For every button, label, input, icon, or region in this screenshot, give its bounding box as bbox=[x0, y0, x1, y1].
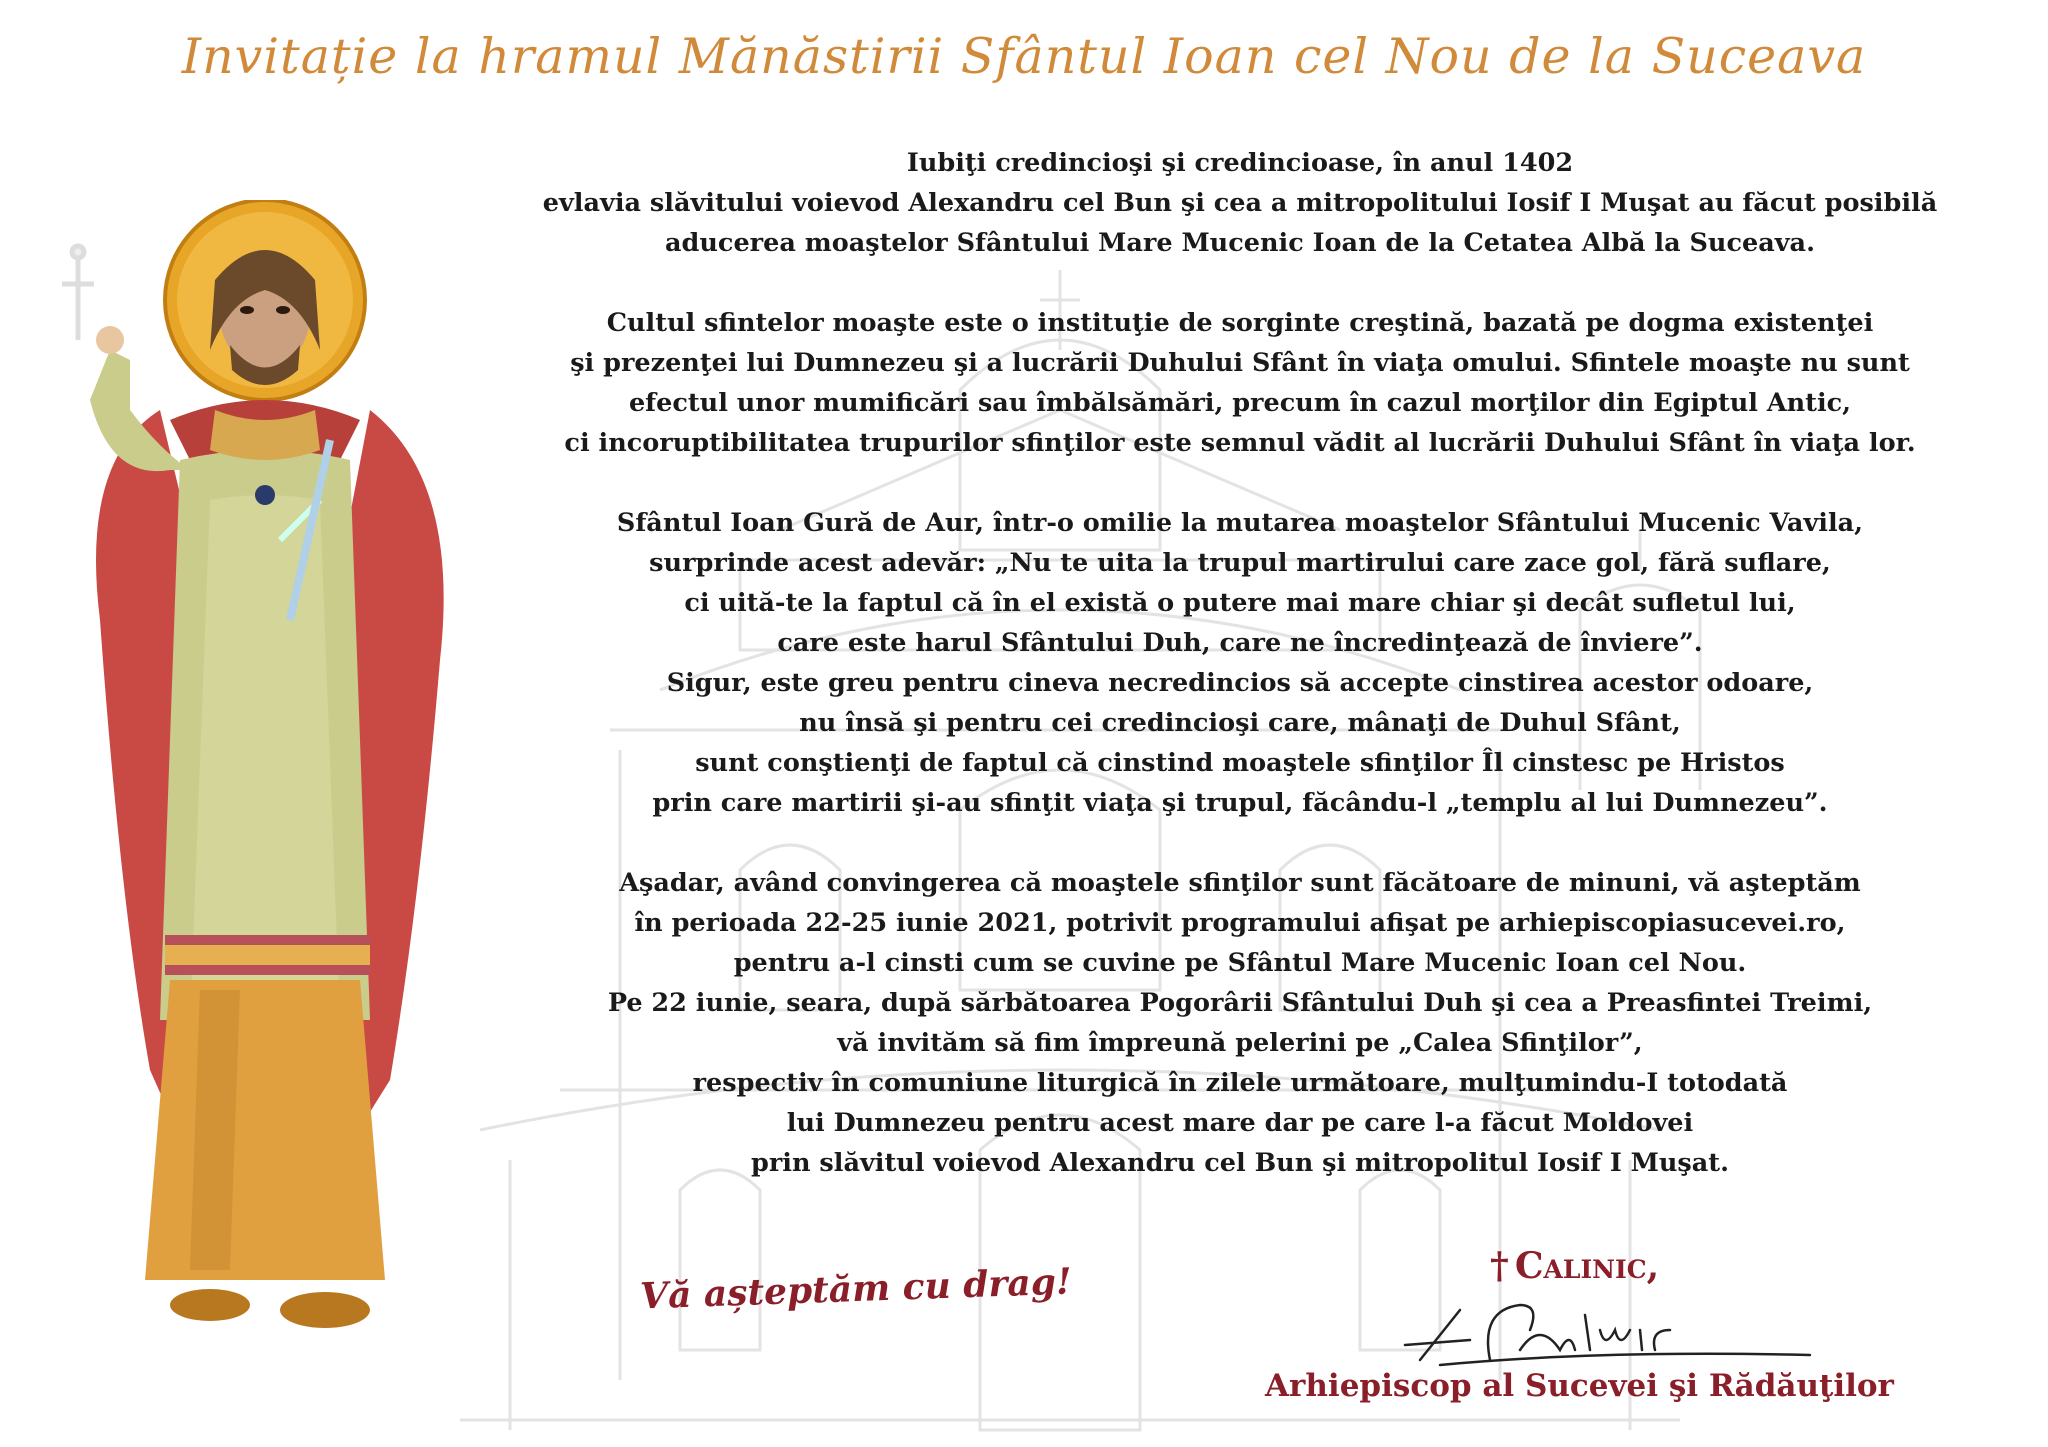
invitation-title: Invitație la hramul Mănăstirii Sfântul Ioan cel Nou de la Suceava bbox=[181, 28, 1867, 85]
text-line: în perioada 22-25 iunie 2021, potrivit programului afişat pe arhiepiscopiasucevei.ro, bbox=[634, 908, 1846, 938]
text-line: evlavia slăvitului voievod Alexandru cel Bun şi cea a mitropolitului Iosif I Muşat au făcut posibilă bbox=[542, 188, 1938, 218]
text-line: prin slăvitul voievod Alexandru cel Bun şi mitropolitul Iosif I Muşat. bbox=[751, 1148, 1729, 1178]
signer-title: Arhiepiscop al Sucevei şi Rădăuţilor bbox=[1265, 1368, 1894, 1404]
text-line: Sigur, este greu pentru cineva necredincios să accepte cinstirea acestor odoare, bbox=[666, 668, 1814, 698]
text-line: surprinde acest adevăr: „Nu te uita la trupul martirului care zace gol, fără suflare, bbox=[649, 548, 1831, 578]
paragraph-2 bbox=[440, 303, 2040, 463]
text-line: respectiv în comuniune liturgică în zilele următoare, mulţumindu-I totodată bbox=[692, 1068, 1788, 1098]
cross-icon bbox=[62, 246, 94, 340]
handwritten-signature bbox=[1400, 1290, 1820, 1375]
text-line: vă invităm să fim împreună pelerini pe „Calea Sfinţilor”, bbox=[837, 1028, 1643, 1058]
text-line: Aşadar, având convingerea că moaştele sfinţilor sunt făcătoare de minuni, vă aşteptăm bbox=[619, 868, 1861, 898]
text-line: Cultul sfintelor moaşte este o instituţie de sorginte creştină, bazată pe dogma existenţei bbox=[606, 308, 1874, 338]
text-line: aducerea moaştelor Sfântului Mare Mucenic Ioan de la Cetatea Albă la Suceava. bbox=[665, 228, 1815, 258]
text-line: prin care martirii şi-au sfinţit viaţa şi trupul, făcându-l „templu al lui Dumnezeu”. bbox=[652, 788, 1828, 818]
text-line: efectul unor mumificări sau îmbălsămări, precum în cazul morţilor din Egiptul Antic, bbox=[628, 388, 1852, 418]
text-line: ci uită-te la faptul că în el există o putere mai mare chiar şi decât sufletul lui, bbox=[684, 588, 1796, 618]
signer-name bbox=[1490, 1245, 1659, 1287]
paragraph-4 bbox=[440, 863, 2040, 1183]
text-line: Sfântul Ioan Gură de Aur, într-o omilie la mutarea moaştelor Sfântului Mucenic Vavila, bbox=[616, 508, 1864, 538]
saint-icon-illustration bbox=[40, 200, 480, 1370]
cross-symbol: † bbox=[1490, 1245, 1509, 1287]
closing-greeting: Vă așteptăm cu drag! bbox=[639, 1260, 1073, 1318]
text-line: Iubiţi credincioşi şi credincioase, în anul 1402 bbox=[906, 148, 1574, 178]
text-line: care este harul Sfântului Duh, care ne încredinţează de înviere”. bbox=[777, 628, 1703, 658]
text-line: nu însă şi pentru cei credincioşi care, mânaţi de Duhul Sfânt, bbox=[799, 708, 1681, 738]
paragraph-3 bbox=[440, 503, 2040, 823]
text-line: lui Dumnezeu pentru acest mare dar pe care l-a făcut Moldovei bbox=[786, 1108, 1694, 1138]
signer-name-text: Calinic, bbox=[1514, 1245, 1660, 1287]
text-line: pentru a-l cinsti cum se cuvine pe Sfântul Mare Mucenic Ioan cel Nou. bbox=[733, 948, 1747, 978]
invitation-body bbox=[440, 143, 2040, 1223]
text-line: şi prezenţei lui Dumnezeu şi a lucrării Duhului Sfânt în viaţa omului. Sfintele moaşte nu sunt bbox=[570, 348, 1910, 378]
text-line: ci incoruptibilitatea trupurilor sfinţilor este semnul vădit al lucrării Duhului Sfânt în viaţa lor. bbox=[564, 428, 1916, 458]
text-line: sunt conştienţi de faptul că cinstind moaştele sfinţilor Îl cinstesc pe Hristos bbox=[695, 748, 1785, 778]
text-line: Pe 22 iunie, seara, după sărbătoarea Pogorârii Sfântului Duh şi cea a Preasfintei Treimi, bbox=[607, 988, 1873, 1018]
paragraph-1 bbox=[440, 143, 2040, 263]
